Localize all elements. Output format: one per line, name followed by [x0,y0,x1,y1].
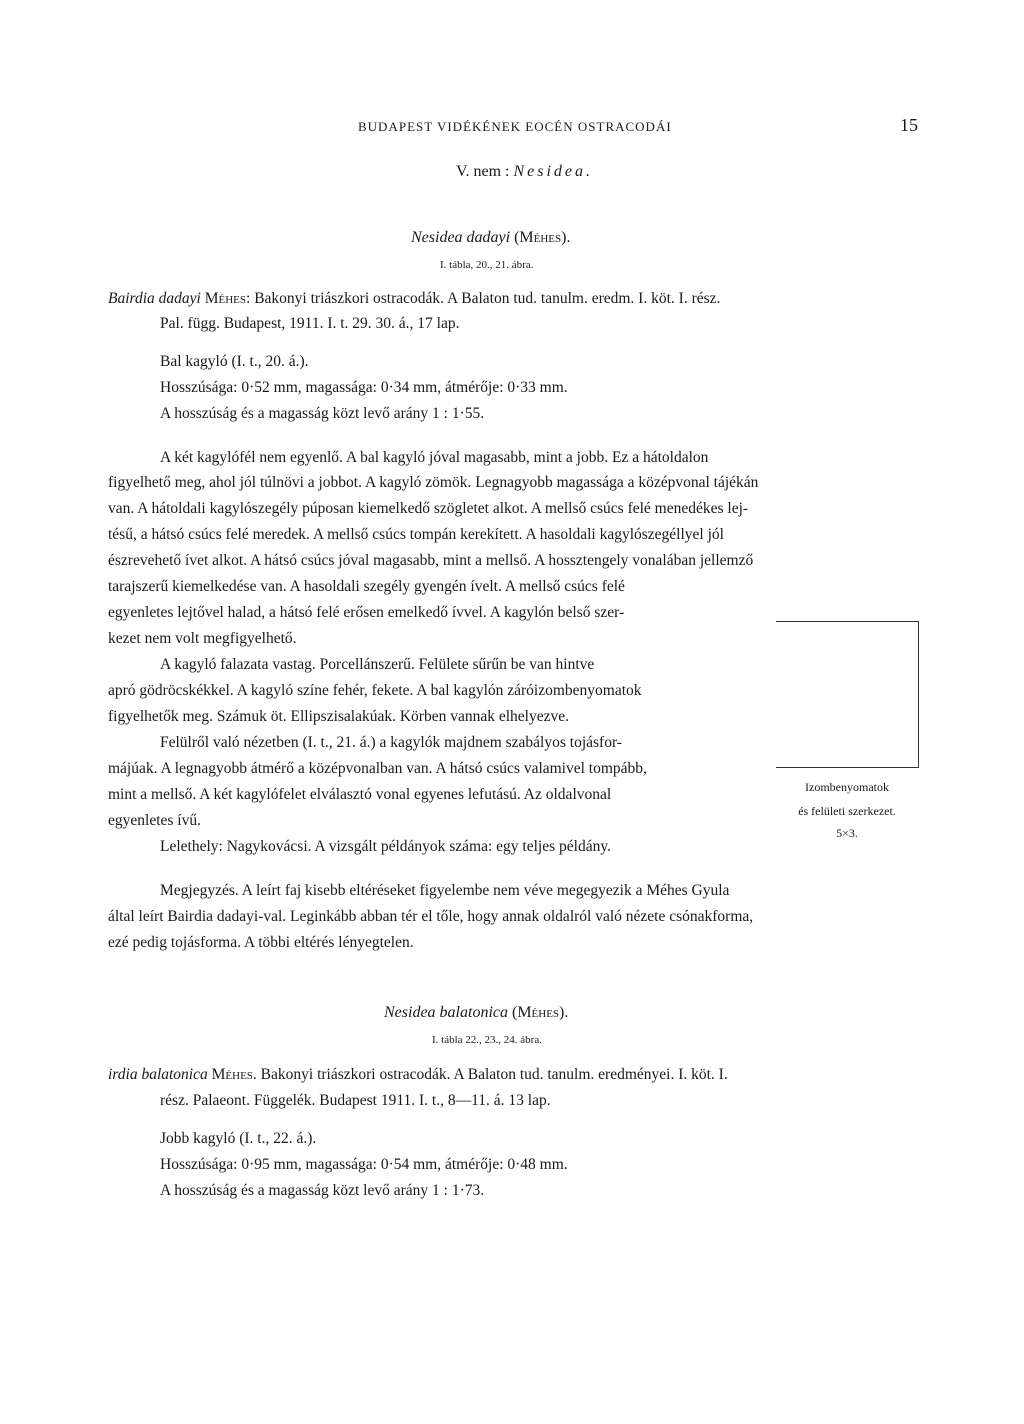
species2-plate-ref: I. tábla 22., 23., 24. ábra. [432,1034,542,1046]
note-line-2: által leírt Bairdia dadayi-val. Leginkább abban tér el tőle, hogy annak oldalról való nézete csónakforma, [108,908,754,925]
desc-line-4: tésű, a hátsó csúcs felé meredek. A mellső csúcs tompán kerekített. A hasoldali kagylószegéllyel jól [108,526,724,543]
synonym-author: Méhes [200,290,247,307]
species2-heading [384,1004,568,1022]
species2-dimensions: Hosszúsága: 0·95 mm, magassága: 0·54 mm, átmérője: 0·48 mm. [160,1156,568,1173]
desc-line-16: Lelethely: Nagykovácsi. A vizsgált példányok száma: egy teljes példány. [160,838,611,855]
species2-author: (Méhes). [507,1004,569,1021]
desc-line-5: észrevehető ívet alkot. A hátsó csúcs jóval magasabb, mint a mellső. A hossztengely vonalában jellemző [108,552,754,569]
figure-scale: 5×3. [836,826,858,840]
desc-line-13: májúak. A legnagyobb átmérő a középvonalban van. A hátsó csúcs valamivel tompább, [108,760,647,777]
species1-name: Nesidea dadayi [411,229,511,246]
section-heading [456,163,593,181]
desc-line-11: figyelhetők meg. Számuk öt. Ellipszisalakúak. Körben vannak elhelyezve. [108,708,569,725]
species2-valve: Jobb kagyló (I. t., 22. á.). [160,1130,317,1147]
desc-line-1: A két kagylófél nem egyenlő. A bal kagyló jóval magasabb, mint a jobb. Ez a hátoldalon [160,449,709,466]
section-genus: Nesidea. [513,163,594,180]
species1-synonym-line1 [108,290,920,308]
species1-synonym-line2: Pal. függ. Budapest, 1911. I. t. 29. 30. á., 17 lap. [160,315,460,332]
species2-synonym-line2: rész. Palaeont. Függelék. Budapest 1911. I. t., 8—11. á. 13 lap. [160,1092,551,1109]
desc-line-6: tarajszerű kiemelkedése van. A hasoldali szegély gyengén ívelt. A mellső csúcs felé [108,578,625,595]
species1-heading [411,229,570,247]
species2-name: Nesidea balatonica [384,1004,508,1021]
desc-line-2: figyelhető meg, ahol jól túlnövi a jobbot. A kagyló zömök. Legnagyobb magassága a középvonal tájékán [108,474,759,491]
running-title: BUDAPEST VIDÉKÉNEK EOCÉN OSTRACODÁI [358,119,672,134]
species1-author: (Méhes). [510,229,571,246]
desc-line-7: egyenletes lejtővel halad, a hátsó felé erősen emelkedő ívvel. A kagylón belső szer- [108,604,625,621]
desc-line-8: kezet nem volt megfigyelhető. [108,630,297,647]
page-number: 15 [900,115,918,135]
desc-line-3: van. A hátoldali kagylószegély púposan kiemelkedő szögletet alkot. A mellső csúcs felé menedékes lej- [108,500,749,517]
note-line-1: Megjegyzés. A leírt faj kisebb eltéréseket figyelembe nem véve megegyezik a Méhes Gyula [160,882,730,899]
species2-synonym-name: irdia balatonica [108,1066,208,1083]
desc-line-9: A kagyló falazata vastag. Porcellánszerű. Felülete sűrűn be van hintve [160,656,595,673]
species2-synonym-author: Méhes [207,1066,253,1083]
desc-line-12: Felülről való nézetben (I. t., 21. á.) a kagylók majdnem szabályos tojásfor- [160,734,622,751]
desc-line-14: mint a mellső. A két kagylófelet elválasztó vonal egyenes lefutású. Az oldalvonal [108,786,612,803]
figure-caption-line1: Izombenyomatok [805,780,889,794]
figure-caption-line2: és felületi szerkezet. [798,804,896,818]
synonym-genus-species: Bairdia dadayi [108,290,201,307]
species1-dimensions: Hosszúsága: 0·52 mm, magassága: 0·34 mm, átmérője: 0·33 mm. [160,379,568,396]
species2-synonym-citation: . Bakonyi triászkori ostracodák. A Balaton tud. tanulm. eredményei. I. köt. I. [252,1066,728,1083]
synonym-citation: : Bakonyi triászkori ostracodák. A Balaton tud. tanulm. eredm. I. köt. I. rész. [246,290,721,307]
desc-line-10: apró gödröcskékkel. A kagyló színe fehér, fekete. A bal kagylón záróizombenyomatok [108,682,642,699]
figure-frame [776,621,919,768]
species1-valve: Bal kagyló (I. t., 20. á.). [160,353,309,370]
species1-ratio: A hosszúság és a magasság közt levő arány 1 : 1·55. [160,405,485,422]
note-line-3: ezé pedig tojásforma. A többi eltérés lényegtelen. [108,934,414,951]
desc-line-15: egyenletes ívű. [108,812,201,829]
species1-plate-ref: I. tábla, 20., 21. ábra. [440,259,534,271]
species2-ratio: A hosszúság és a magasság közt levő arány 1 : 1·73. [160,1182,485,1199]
section-prefix: V. nem : [456,163,514,180]
species2-synonym-line1 [108,1066,728,1084]
